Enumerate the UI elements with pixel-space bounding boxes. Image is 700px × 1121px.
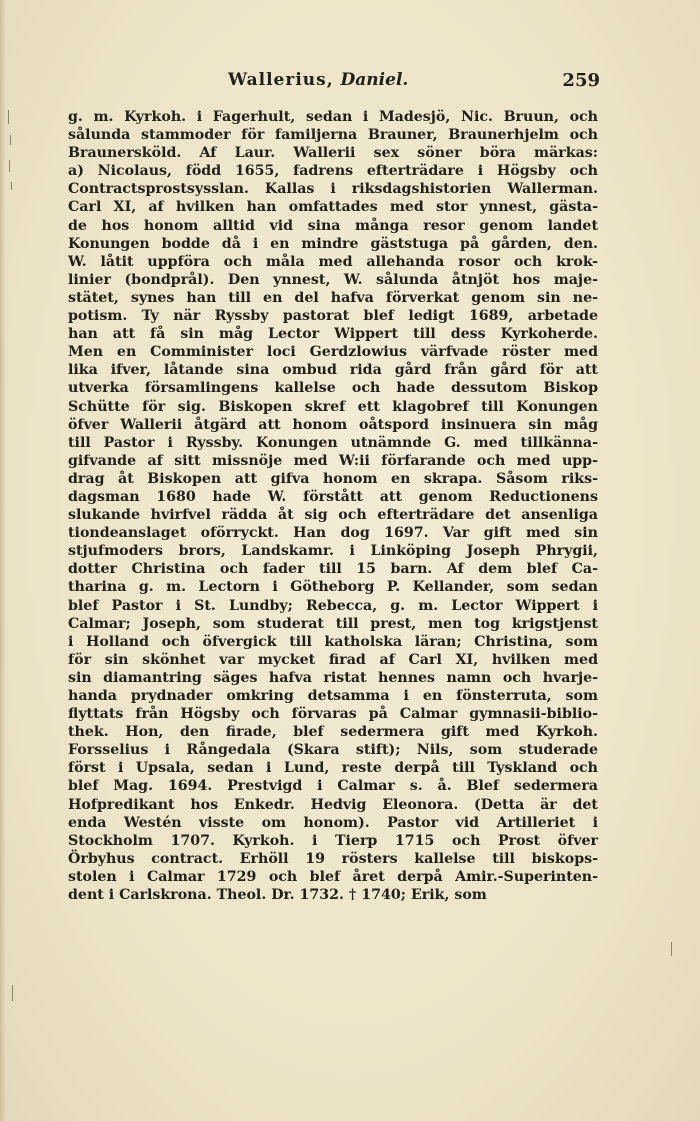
text-line: sin diamantring säges hafva ristat hennes namn och hvarje- <box>68 669 598 686</box>
text-line: blef Pastor i St. Lundby; Rebecca, g. m. Lector Wippert i <box>68 597 598 614</box>
text-line: Carl XI, af hvilken han omfattades med stor ynnest, gästa- <box>68 199 598 216</box>
text-line: Schütte för sig. Biskopen skref ett klagobref till Konungen <box>68 398 598 415</box>
text-line: Men en Comminister loci Gerdzlowius värfvade röster med <box>68 344 598 361</box>
text-line: enda Westén visste om honom). Pastor vid Artilleriet i <box>68 814 598 831</box>
body-text <box>68 108 598 904</box>
text-line: lika ifver, låtande sina ombud rida gård från gård för att <box>68 362 598 379</box>
running-title-forename: Daniel. <box>340 70 409 90</box>
text-line: tiondeanslaget oförryckt. Han dog 1697. Var gift med sin <box>68 525 598 542</box>
text-line: stjufmoders brors, Landskamr. i Linköping Joseph Phrygii, <box>68 543 598 560</box>
text-line: linier (bondprål). Den ynnest, W. sålunda åtnjöt hos maje- <box>68 271 598 288</box>
text-line: stolen i Calmar 1729 och blef året derpå Amir.-Superinten- <box>68 868 598 885</box>
text-line: a) Nicolaus, född 1655, fadrens efterträdare i Högsby och <box>68 163 598 180</box>
text-line: flyttats från Högsby och förvaras på Calmar gymnasii-biblio- <box>68 706 598 723</box>
running-title <box>228 70 408 90</box>
margin-mark <box>9 160 10 172</box>
margin-mark <box>10 135 11 145</box>
page-header <box>228 70 600 96</box>
text-line: dotter Christina och fader till 15 barn. Af dem blef Ca- <box>68 561 598 578</box>
text-line: potism. Ty när Ryssby pastorat blef ledigt 1689, arbetade <box>68 308 598 325</box>
text-line: blef Mag. 1694. Prestvigd i Calmar s. å. Blef sedermera <box>68 778 598 795</box>
running-title-name: Wallerius, <box>228 70 334 90</box>
margin-mark <box>8 110 9 124</box>
text-line: stätet, synes han till en del hafva förverkat genom sin ne- <box>68 289 598 306</box>
margin-mark <box>671 942 672 956</box>
text-line: Braunersköld. Af Laur. Wallerii sex söner böra märkas: <box>68 145 598 162</box>
text-line: de hos honom alltid vid sina många resor genom landet <box>68 217 598 234</box>
page-number: 259 <box>562 70 600 91</box>
text-line: Contractsprostsysslan. Kallas i riksdagshistorien Wallerman. <box>68 181 598 198</box>
text-line: öfver Wallerii åtgärd att honom oåtspord insinuera sin måg <box>68 416 598 433</box>
text-line: först i Upsala, sedan i Lund, reste derpå till Tyskland och <box>68 760 598 777</box>
text-line: sålunda stammoder för familjerna Brauner, Braunerhjelm och <box>68 127 598 144</box>
text-line: dent i Carlskrona. Theol. Dr. 1732. † 1740; Erik, som <box>68 887 487 904</box>
text-line: tharina g. m. Lectorn i Götheborg P. Kellander, som sedan <box>68 579 598 596</box>
text-line: thek. Hon, den firade, blef sedermera gift med Kyrkoh. <box>68 724 598 741</box>
text-line: slukande hvirfvel rädda åt sig och efterträdare det ansenliga <box>68 507 598 524</box>
text-line: han att få sin måg Lector Wippert till dess Kyrkoherde. <box>68 326 598 343</box>
text-line: W. låtit uppföra och måla med allehanda rosor och krok- <box>68 253 598 270</box>
text-line: i Holland och öfvergick till katholska läran; Christina, som <box>68 633 598 650</box>
text-line: g. m. Kyrkoh. i Fagerhult, sedan i Madesjö, Nic. Bruun, och <box>68 109 598 125</box>
text-line: handa prydnader omkring detsamma i en fönsterruta, som <box>68 688 598 704</box>
page-edge-shadow <box>0 0 6 1121</box>
text-line: Örbyhus contract. Erhöll 19 rösters kallelse till biskops- <box>68 850 598 867</box>
text-line: dagsman 1680 hade W. förstått att genom Reductionens <box>68 488 598 505</box>
text-line: utverka församlingens kallelse och hade dessutom Biskop <box>68 380 598 397</box>
margin-mark <box>11 182 12 190</box>
text-line: Stockholm 1707. Kyrkoh. i Tierp 1715 och Prost öfver <box>68 832 598 849</box>
margin-mark <box>12 985 13 1001</box>
text-line: Forsselius i Rångedala (Skara stift); Nils, som studerade <box>68 742 598 759</box>
text-line: drag åt Biskopen att gifva honom en skrapa. Såsom riks- <box>68 470 598 487</box>
text-line: till Pastor i Ryssby. Konungen utnämnde G. med tillkänna- <box>68 434 598 451</box>
text-line: gifvande af sitt missnöje med W:ii förfarande och med upp- <box>68 452 598 469</box>
text-line: för sin skönhet var mycket firad af Carl XI, hvilken med <box>68 651 598 668</box>
text-line: Calmar; Joseph, som studerat till prest, men tog krigstjenst <box>68 615 598 632</box>
text-line: Konungen bodde då i en mindre gäststuga på gården, den. <box>68 235 598 252</box>
text-line: Hofpredikant hos Enkedr. Hedvig Eleonora. (Detta är det <box>68 796 598 813</box>
